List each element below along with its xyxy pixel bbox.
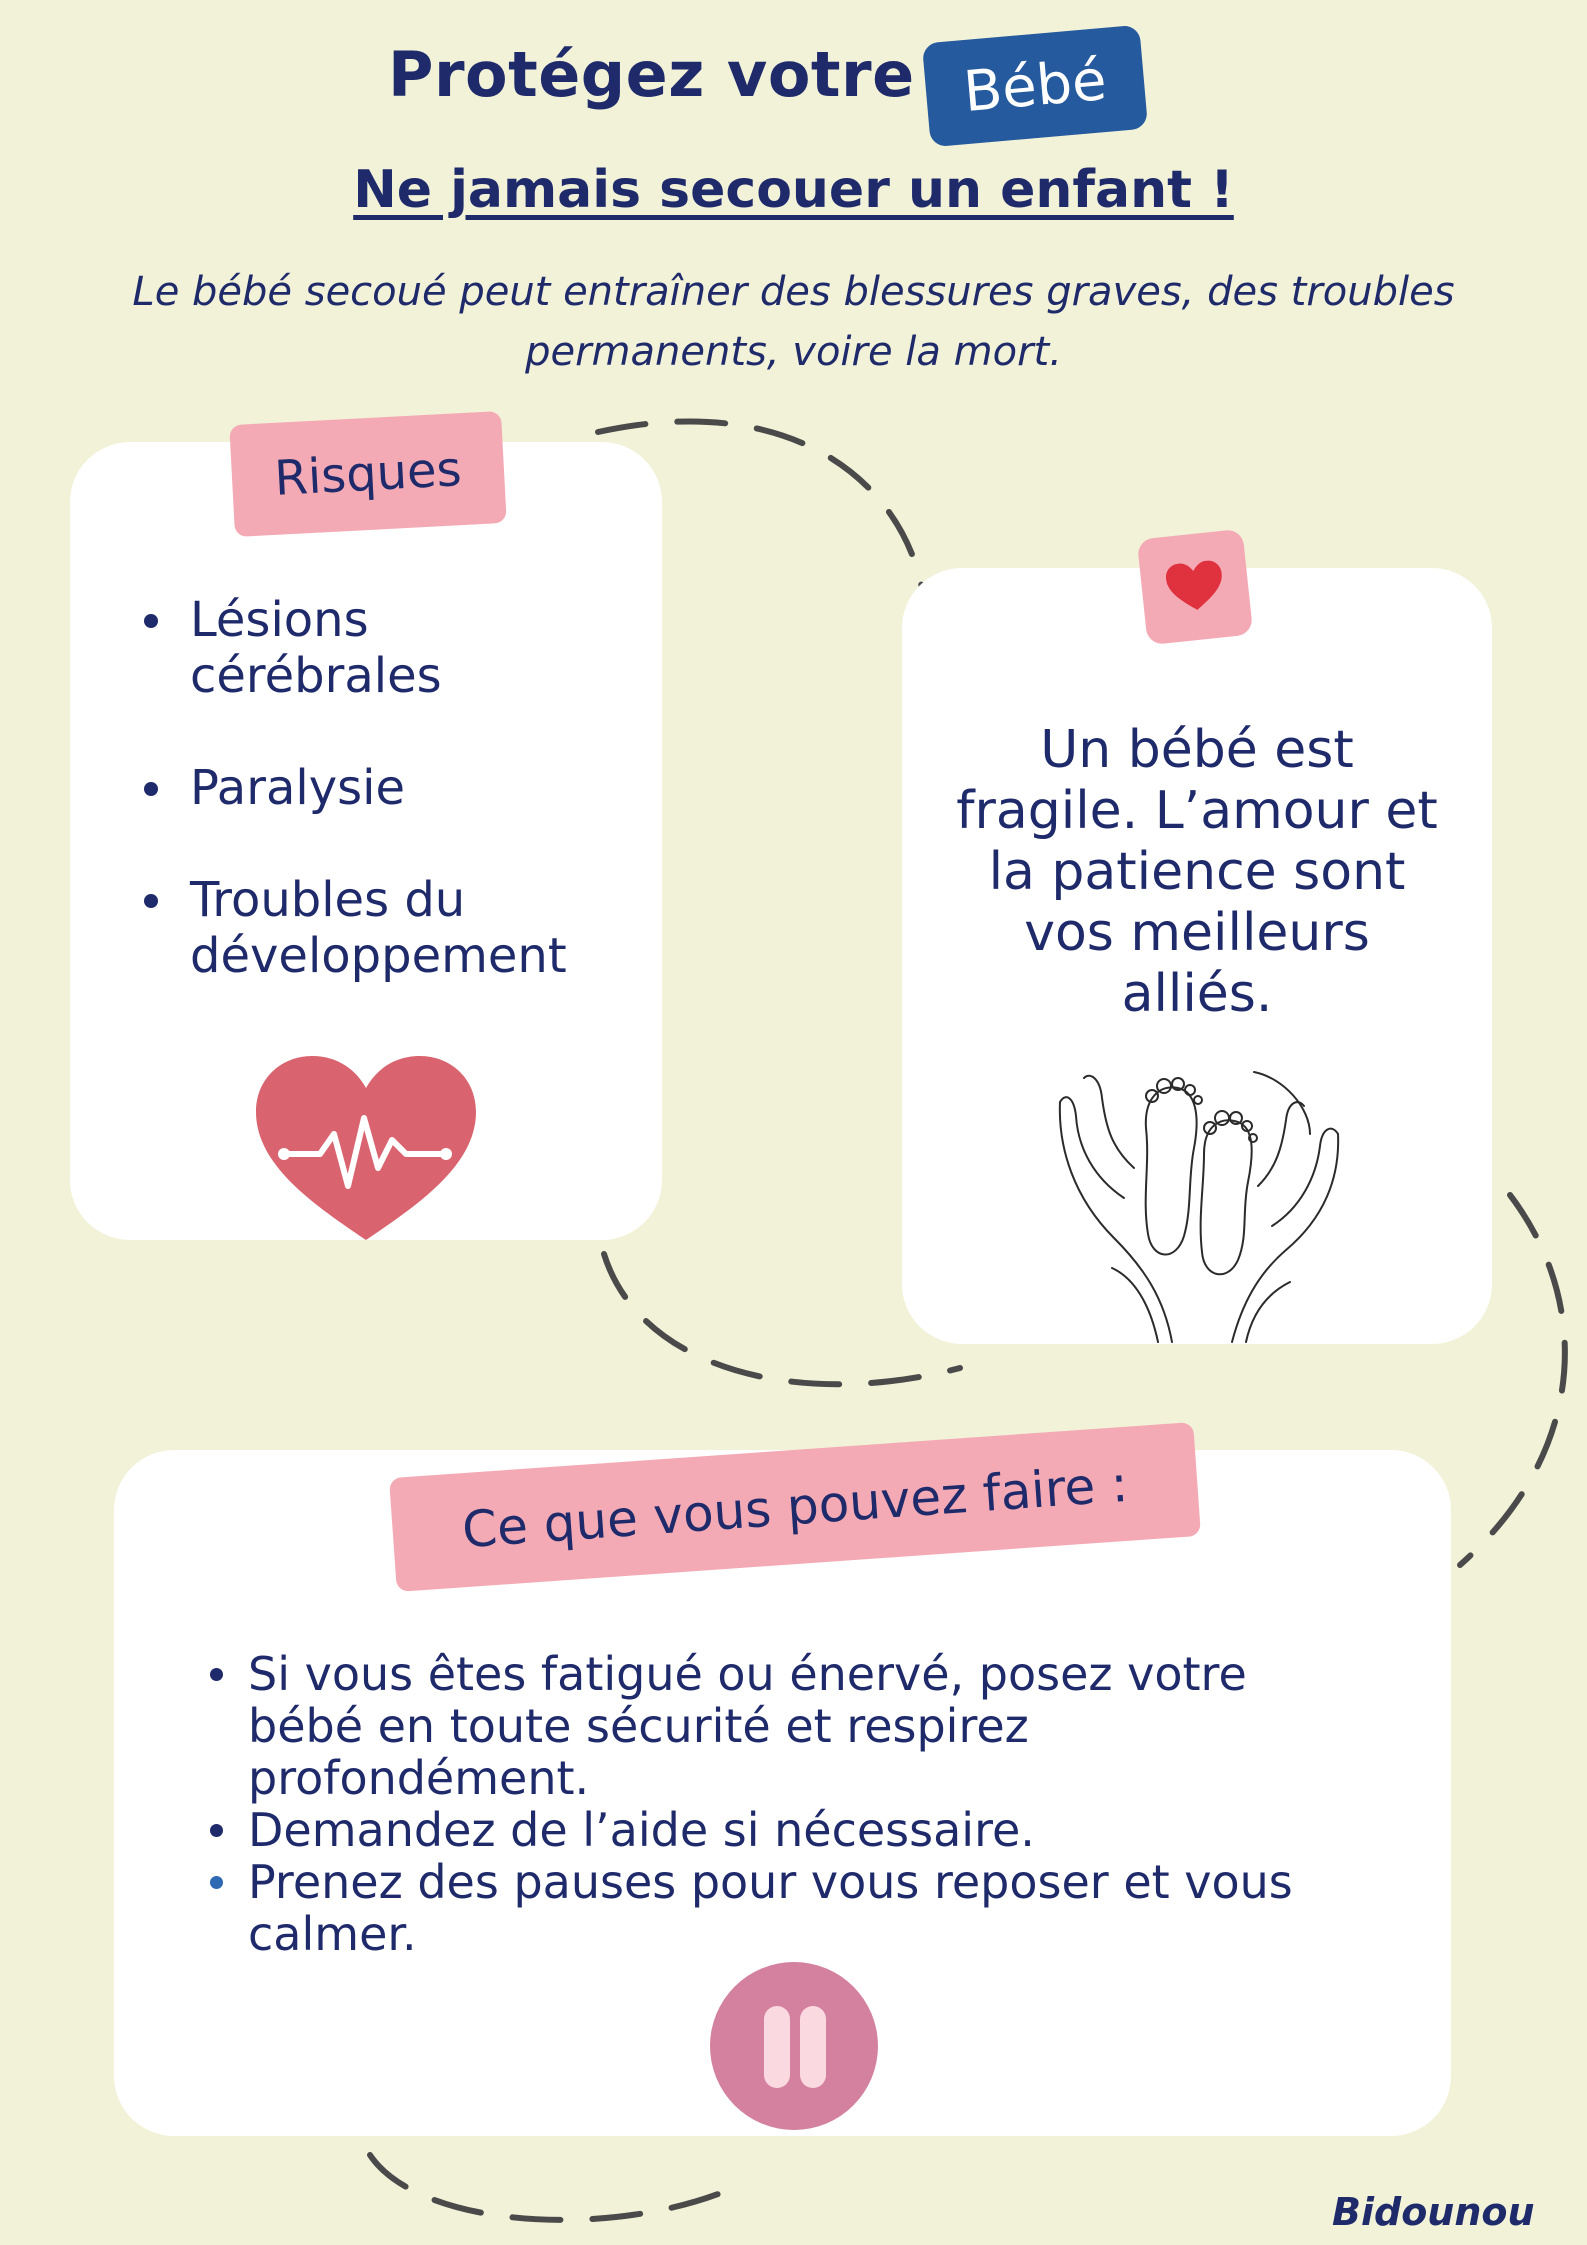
list-item-line: Prenez des pauses pour vous reposer et vous bbox=[248, 1855, 1293, 1909]
fragile-line: alliés. bbox=[1121, 964, 1273, 1024]
brand-logo: Bidounou bbox=[1332, 2190, 1535, 2234]
page-title: Protégez votre bbox=[388, 38, 915, 111]
list-item bbox=[210, 1648, 1410, 1804]
list-item-line: Demandez de l’aide si nécessaire. bbox=[248, 1803, 1035, 1857]
list-item-line: cérébrales bbox=[190, 648, 442, 704]
pause-bar bbox=[800, 2006, 826, 2088]
list-item bbox=[150, 872, 650, 984]
pause-bar bbox=[764, 2006, 790, 2088]
risks-list bbox=[150, 592, 650, 1040]
risks-label: Risques bbox=[229, 411, 506, 537]
fragile-line: vos meilleurs bbox=[1024, 903, 1370, 963]
page-subtitle: Ne jamais secouer un enfant ! bbox=[353, 160, 1234, 220]
pause-icon bbox=[710, 1962, 878, 2130]
list-item bbox=[150, 760, 650, 816]
intro-text bbox=[40, 262, 1547, 382]
intro-line: permanents, voire la mort. bbox=[525, 329, 1062, 375]
list-item-line: calmer. bbox=[248, 1907, 417, 1961]
list-item-line: Lésions bbox=[190, 592, 369, 648]
list-item-line: développement bbox=[190, 928, 567, 984]
list-item-line: bébé en toute sécurité et respirez bbox=[248, 1699, 1029, 1753]
heartbeat-icon bbox=[256, 1056, 476, 1242]
fragile-line: fragile. L’amour et bbox=[956, 781, 1438, 841]
intro-line: Le bébé secoué peut entraîner des blessures graves, des troubles bbox=[132, 269, 1455, 315]
list-item-line: Troubles du bbox=[190, 872, 466, 928]
baby-feet-in-hands-icon bbox=[1054, 1068, 1344, 1344]
list-item-line: Si vous êtes fatigué ou énervé, posez votre bbox=[248, 1647, 1247, 1701]
list-item bbox=[150, 592, 650, 704]
fragile-line: Un bébé est bbox=[1040, 720, 1354, 780]
actions-list bbox=[210, 1648, 1410, 1960]
actions-label: Ce que vous pouvez faire : bbox=[389, 1422, 1201, 1592]
fragile-line: la patience sont bbox=[988, 842, 1406, 902]
list-item-line: Paralysie bbox=[190, 760, 405, 816]
fragile-text bbox=[902, 720, 1492, 1025]
heart-badge bbox=[1137, 529, 1253, 645]
title-badge: Bébé bbox=[922, 25, 1148, 148]
list-item-line: profondément. bbox=[248, 1751, 590, 1805]
heart-icon bbox=[1165, 559, 1226, 615]
list-item bbox=[210, 1856, 1410, 1960]
list-item bbox=[210, 1804, 1410, 1856]
